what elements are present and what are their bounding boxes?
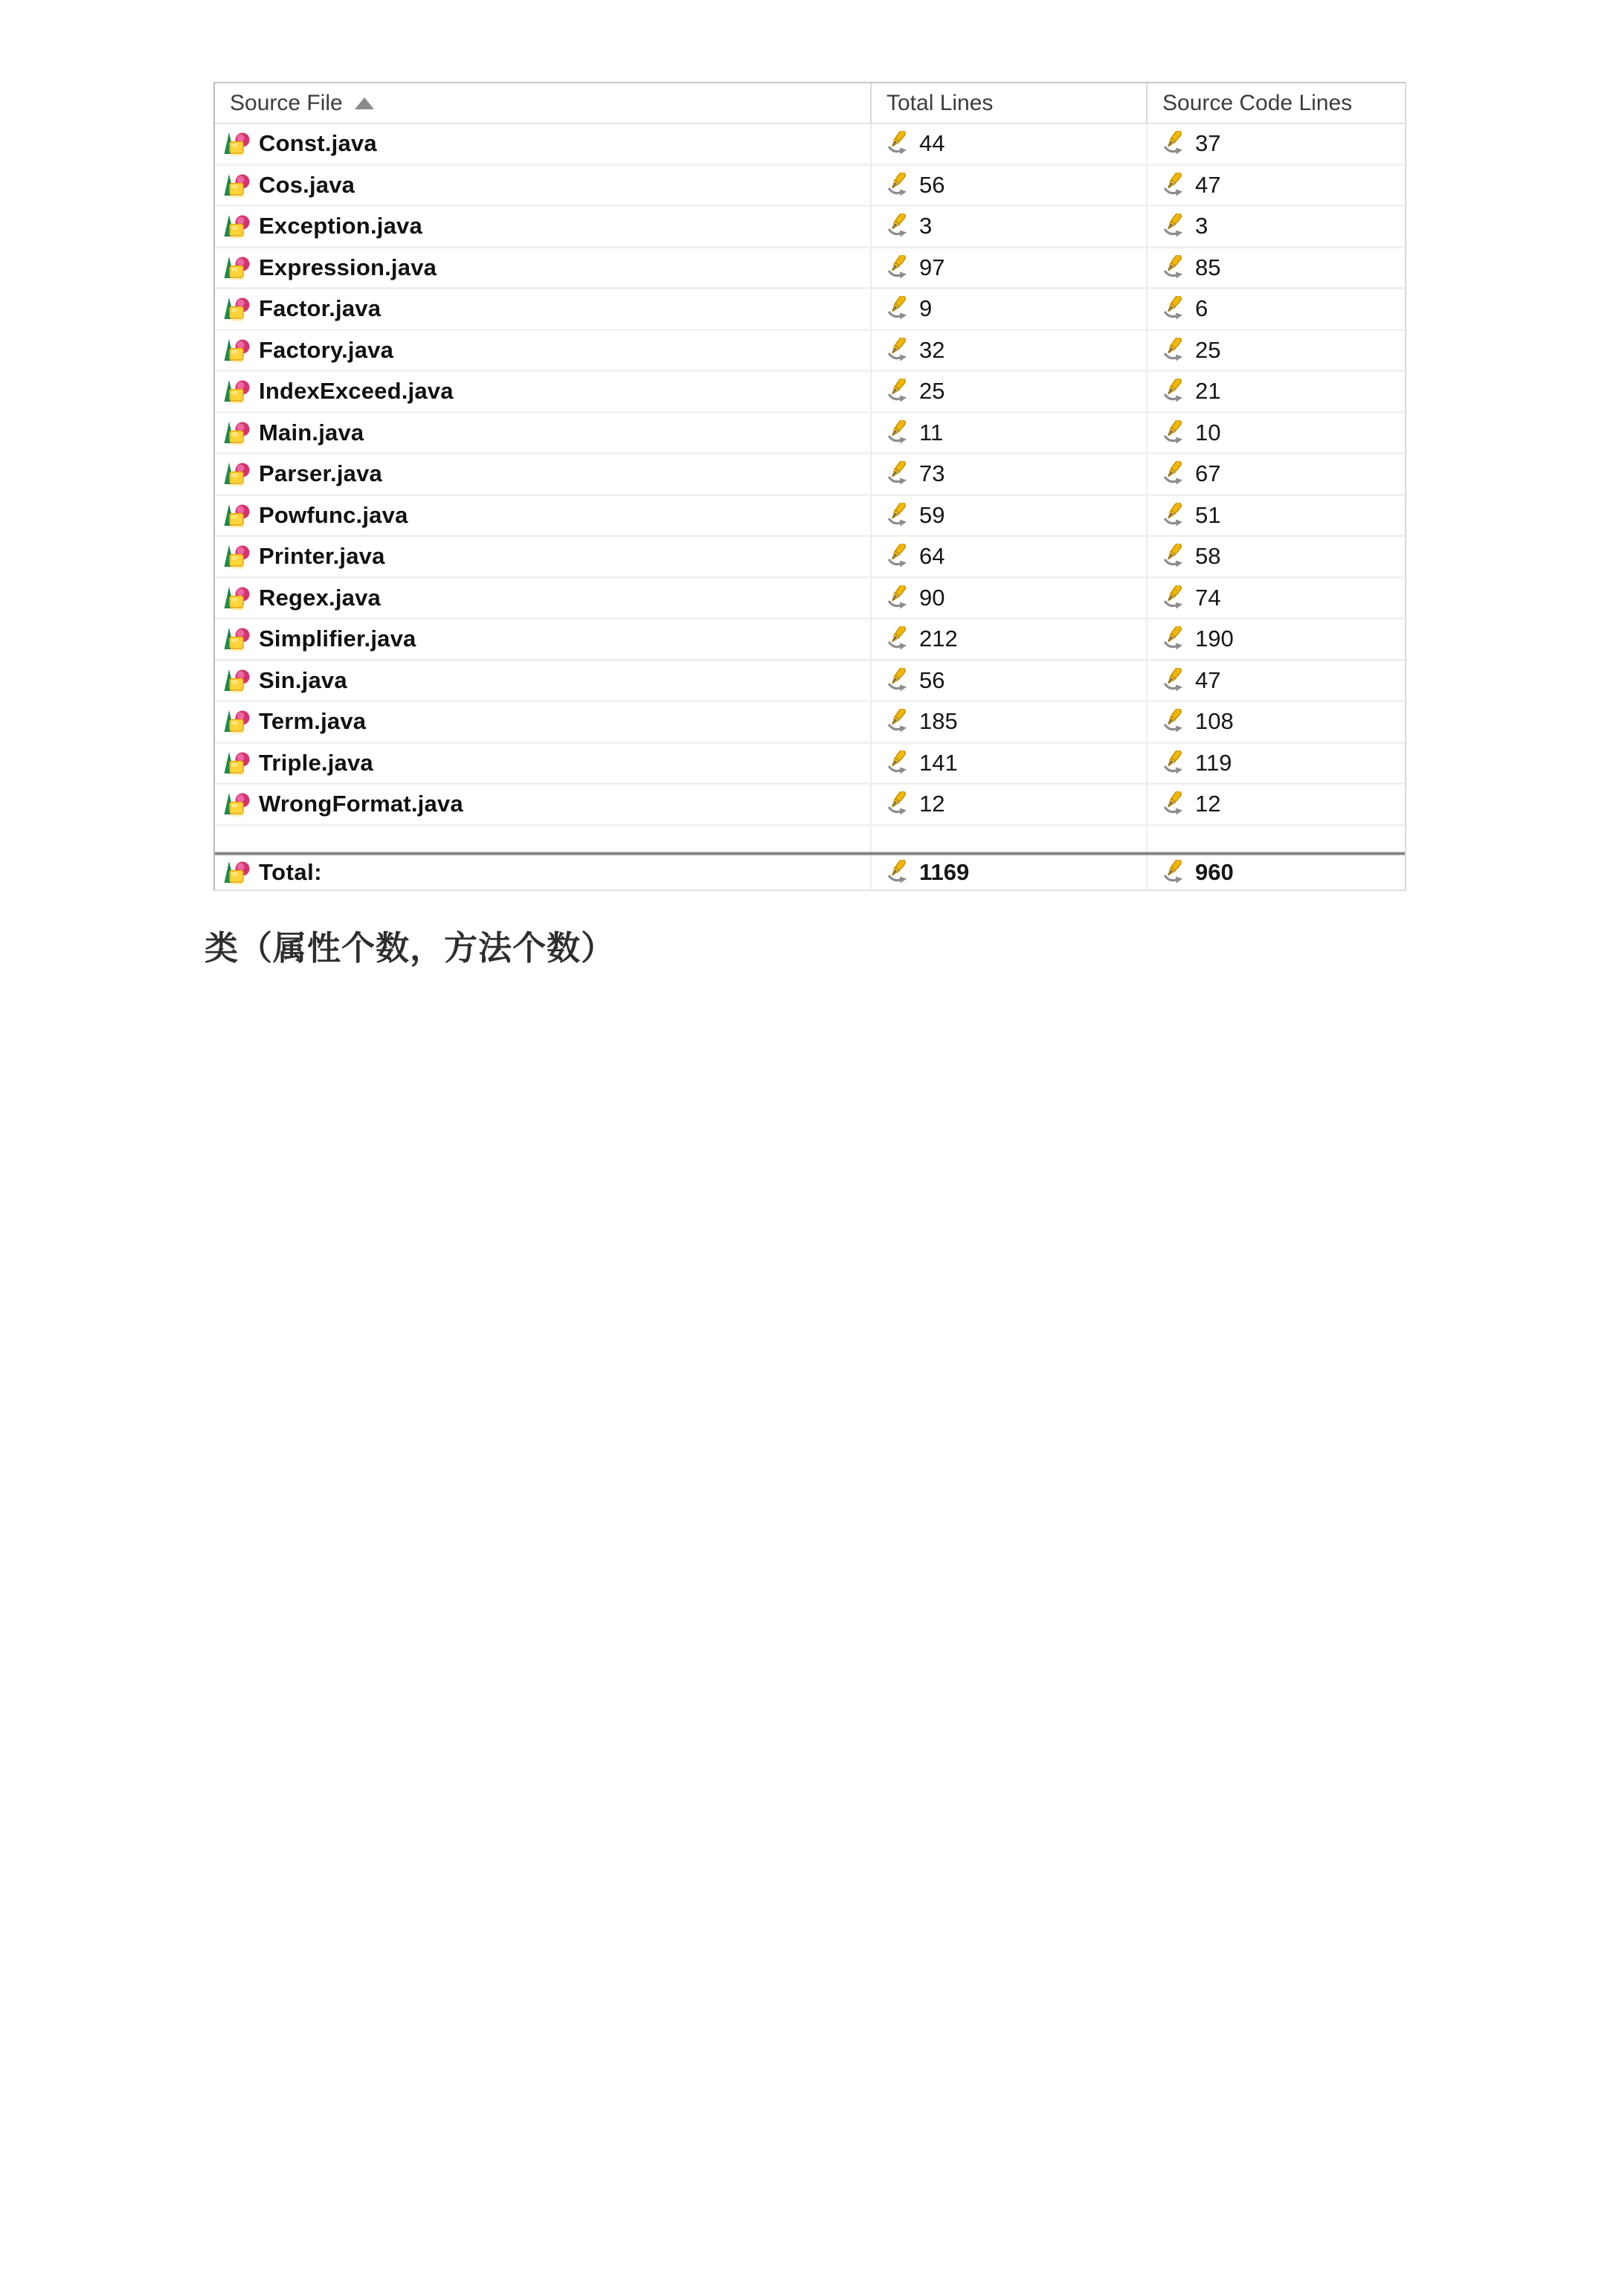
total-lines-value: 56	[919, 666, 945, 693]
table-row[interactable]	[215, 207, 1405, 248]
file-name: Main.java	[259, 419, 364, 446]
java-file-icon	[224, 338, 251, 363]
java-file-icon	[224, 461, 251, 486]
table-header-row	[215, 83, 1405, 124]
source-code-lines-value: 108	[1195, 708, 1234, 735]
file-name: Printer.java	[259, 543, 385, 570]
column-header-label: Source Code Lines	[1162, 90, 1353, 115]
total-lines-value: 9	[919, 295, 933, 322]
file-name: Const.java	[259, 130, 377, 157]
column-header-label: Total Lines	[886, 90, 994, 115]
column-header-label: Source File	[230, 90, 343, 115]
lines-pen-icon	[886, 544, 909, 569]
lines-pen-icon	[886, 213, 909, 239]
table-row[interactable]	[215, 166, 1405, 208]
total-lines-value: 56	[919, 171, 945, 198]
source-code-lines-value: 10	[1195, 419, 1221, 446]
java-file-icon	[224, 131, 251, 156]
lines-pen-icon	[1162, 296, 1185, 321]
column-header-source-code-lines[interactable]	[1146, 83, 1405, 123]
total-lines-value: 73	[919, 460, 945, 487]
section-heading: 类（属性个数，方法个数）	[205, 929, 616, 967]
file-name: Term.java	[259, 708, 367, 735]
total-lines-value: 90	[919, 584, 945, 611]
java-file-icon	[224, 750, 251, 776]
source-code-lines-value: 47	[1195, 171, 1221, 198]
total-lines-value: 212	[919, 626, 958, 652]
lines-pen-icon	[1162, 338, 1185, 363]
lines-pen-icon	[886, 750, 909, 776]
java-file-icon	[224, 791, 251, 817]
source-code-lines-value: 25	[1195, 336, 1221, 363]
total-lines-value: 12	[919, 791, 945, 817]
java-file-icon	[224, 255, 251, 280]
table-row[interactable]	[215, 537, 1405, 579]
lines-pen-icon	[886, 626, 909, 652]
lines-pen-icon	[886, 131, 909, 156]
lines-pen-icon	[1162, 131, 1185, 156]
java-file-icon	[224, 379, 251, 404]
java-file-icon	[224, 709, 251, 734]
lines-pen-icon	[1162, 213, 1185, 239]
table-body	[215, 124, 1405, 826]
lines-pen-icon	[1162, 503, 1185, 528]
source-code-lines-value: 21	[1195, 378, 1221, 405]
source-code-lines-value: 51	[1195, 501, 1221, 528]
table-row[interactable]	[215, 785, 1405, 826]
total-lines-value: 11	[919, 419, 944, 446]
file-name: Parser.java	[259, 460, 382, 487]
file-name: Cos.java	[259, 171, 355, 198]
source-code-lines-value: 190	[1195, 626, 1234, 652]
lines-pen-icon	[1162, 544, 1185, 569]
column-header-source-file[interactable]	[215, 83, 870, 123]
table-row[interactable]	[215, 414, 1405, 455]
total-lines-value: 185	[919, 708, 958, 735]
table-row[interactable]	[215, 496, 1405, 538]
source-code-lines-value: 47	[1195, 666, 1221, 693]
lines-pen-icon	[886, 860, 909, 885]
table-row[interactable]	[215, 661, 1405, 703]
lines-pen-icon	[1162, 791, 1185, 817]
file-name: Expression.java	[259, 254, 437, 280]
java-file-icon	[224, 296, 251, 321]
source-code-lines-value: 58	[1195, 543, 1221, 570]
java-file-icon	[224, 544, 251, 569]
file-name: IndexExceed.java	[259, 378, 454, 405]
source-code-lines-value: 85	[1195, 254, 1221, 280]
lines-pen-icon	[886, 668, 909, 693]
file-name: Factory.java	[259, 336, 394, 363]
lines-pen-icon	[1162, 750, 1185, 776]
source-code-lines-sum: 960	[1195, 858, 1234, 885]
lines-pen-icon	[1162, 668, 1185, 693]
source-code-lines-value: 37	[1195, 130, 1221, 157]
lines-pen-icon	[1162, 626, 1185, 652]
lines-pen-icon	[886, 709, 909, 734]
table-row[interactable]	[215, 289, 1405, 331]
lines-pen-icon	[1162, 420, 1185, 446]
source-code-lines-value: 119	[1195, 749, 1232, 776]
table-row[interactable]	[215, 372, 1405, 414]
total-lines-value: 64	[919, 543, 945, 570]
java-file-icon	[224, 860, 251, 885]
source-code-lines-value: 3	[1195, 213, 1209, 239]
file-name: Regex.java	[259, 584, 381, 611]
table-row[interactable]	[215, 248, 1405, 290]
total-lines-sum: 1169	[919, 858, 970, 885]
source-code-lines-value: 12	[1195, 791, 1221, 817]
file-name: Exception.java	[259, 213, 422, 239]
lines-pen-icon	[886, 173, 909, 198]
lines-pen-icon	[1162, 585, 1185, 611]
lines-pen-icon	[886, 338, 909, 363]
lines-pen-icon	[886, 379, 909, 404]
table-row[interactable]	[215, 702, 1405, 744]
source-code-lines-value: 74	[1195, 584, 1221, 611]
total-lines-value: 25	[919, 378, 945, 405]
table-row[interactable]	[215, 744, 1405, 785]
java-file-icon	[224, 668, 251, 693]
sort-ascending-icon	[355, 97, 374, 109]
table-row[interactable]	[215, 454, 1405, 496]
java-file-icon	[224, 173, 251, 198]
file-name: Factor.java	[259, 295, 382, 322]
lines-pen-icon	[886, 461, 909, 486]
lines-pen-icon	[886, 503, 909, 528]
column-header-total-lines[interactable]	[870, 83, 1146, 123]
lines-pen-icon	[1162, 461, 1185, 486]
table-row[interactable]	[215, 331, 1405, 373]
total-lines-value: 141	[919, 749, 958, 776]
table-total-row[interactable]	[215, 855, 1405, 890]
statistics-table	[213, 82, 1406, 891]
file-name: Powfunc.java	[259, 501, 408, 528]
file-name: Sin.java	[259, 666, 347, 693]
file-name: WrongFormat.java	[259, 791, 463, 817]
lines-pen-icon	[1162, 860, 1185, 885]
lines-pen-icon	[1162, 379, 1185, 404]
table-row[interactable]	[215, 579, 1405, 620]
table-row[interactable]	[215, 620, 1405, 661]
lines-pen-icon	[1162, 173, 1185, 198]
lines-pen-icon	[886, 255, 909, 280]
total-lines-value: 59	[919, 501, 945, 528]
lines-pen-icon	[886, 420, 909, 446]
total-lines-value: 44	[919, 130, 945, 157]
source-code-lines-value: 6	[1195, 295, 1209, 322]
java-file-icon	[224, 420, 251, 446]
java-file-icon	[224, 213, 251, 239]
lines-pen-icon	[886, 585, 909, 611]
file-name: Simplifier.java	[259, 626, 416, 652]
table-gap-row	[215, 826, 1405, 852]
file-name: Triple.java	[259, 749, 373, 776]
source-code-lines-value: 67	[1195, 460, 1221, 487]
lines-pen-icon	[886, 296, 909, 321]
total-lines-value: 97	[919, 254, 945, 280]
java-file-icon	[224, 626, 251, 652]
table-row[interactable]	[215, 124, 1405, 166]
java-file-icon	[224, 503, 251, 528]
java-file-icon	[224, 585, 251, 611]
lines-pen-icon	[1162, 255, 1185, 280]
total-label: Total:	[259, 858, 323, 885]
lines-pen-icon	[886, 791, 909, 817]
total-lines-value: 3	[919, 213, 933, 239]
lines-pen-icon	[1162, 709, 1185, 734]
total-lines-value: 32	[919, 336, 945, 363]
